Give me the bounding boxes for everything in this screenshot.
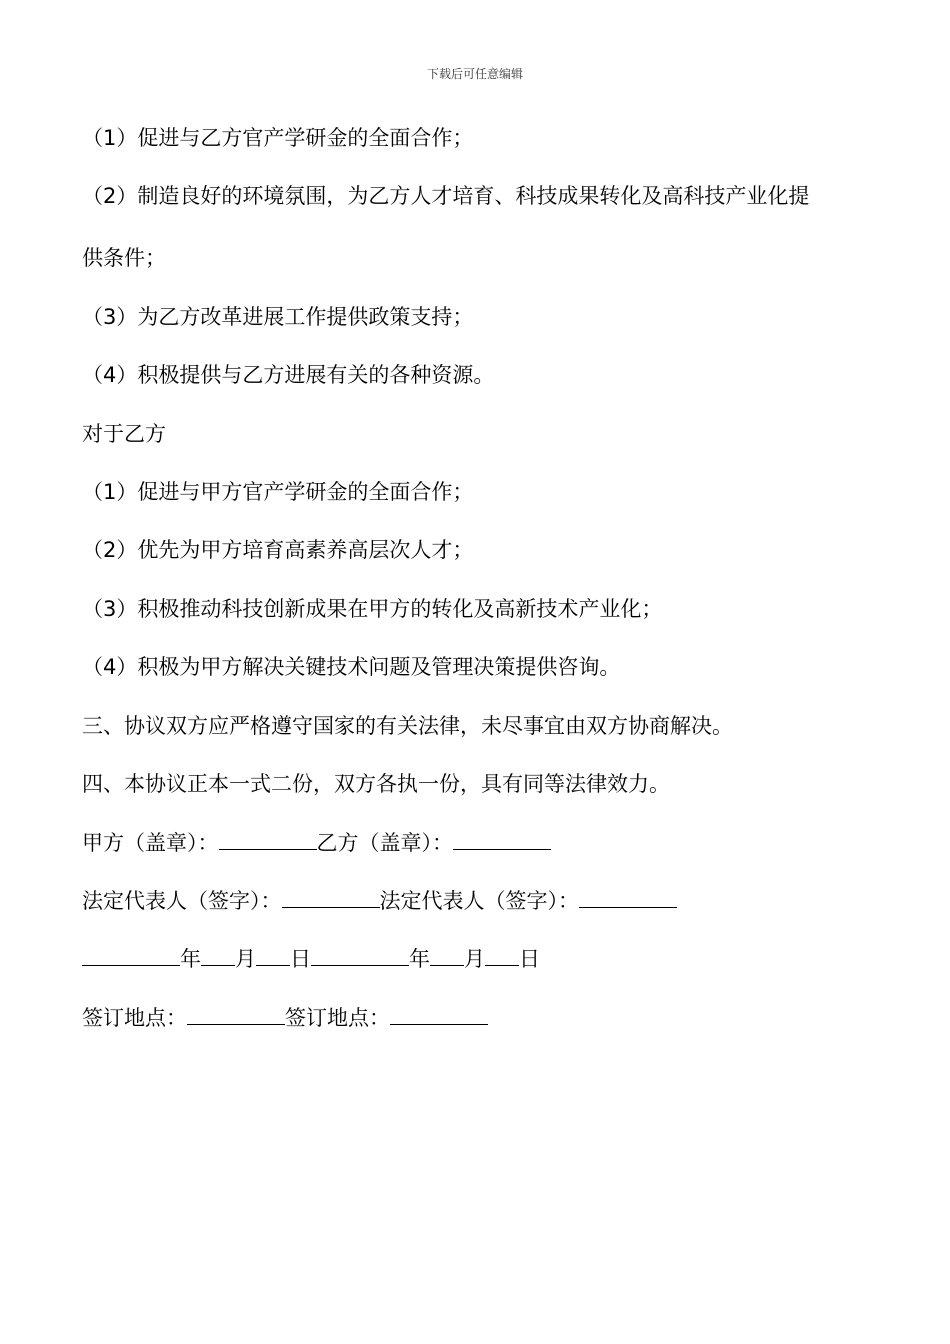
- party-a-item-4: （4）积极提供与乙方进展有关的各种资源。: [82, 363, 495, 387]
- date-b-year-blank[interactable]: [311, 945, 409, 966]
- place-line: [82, 1004, 488, 1032]
- date-b-day-label: 日: [519, 947, 540, 971]
- date-b-month-label: 月: [464, 947, 485, 971]
- party-b-item-2: （2）优先为甲方培育高素养高层次人才；: [82, 538, 474, 562]
- party-a-seal-label: 甲方（盖章）：: [82, 831, 219, 855]
- party-b-item-3: （3）积极推动科技创新成果在甲方的转化及高新技术产业化；: [82, 597, 663, 621]
- party-a-item-2-line-2: 供条件；: [82, 246, 166, 270]
- date-a-year-blank[interactable]: [82, 945, 180, 966]
- date-line: [82, 945, 540, 973]
- party-b-item-1: （1）促进与甲方官产学研金的全面合作；: [82, 480, 474, 504]
- place-a-blank[interactable]: [187, 1004, 285, 1025]
- party-a-item-1: （1）促进与乙方官产学研金的全面合作；: [82, 126, 474, 150]
- clause-three: 三、协议双方应严格遵守国家的有关法律，未尽事宜由双方协商解决。: [82, 714, 733, 738]
- date-a-year-label: 年: [180, 947, 201, 971]
- legal-rep-b-blank[interactable]: [579, 887, 677, 908]
- place-b-blank[interactable]: [390, 1004, 488, 1025]
- party-a-item-3: （3）为乙方改革进展工作提供政策支持；: [82, 305, 474, 329]
- date-b-month-blank[interactable]: [430, 945, 464, 966]
- party-b-seal-blank[interactable]: [453, 829, 551, 850]
- seal-line: [82, 829, 551, 857]
- legal-rep-b-label: 法定代表人（签字）：: [379, 889, 579, 913]
- party-b-item-4: （4）积极为甲方解决关键技术问题及管理决策提供咨询。: [82, 655, 621, 679]
- place-a-label: 签订地点：: [82, 1006, 187, 1030]
- legal-rep-a-blank[interactable]: [282, 887, 380, 908]
- party-b-heading: 对于乙方: [82, 422, 166, 446]
- party-b-seal-label: 乙方（盖章）：: [316, 831, 453, 855]
- clause-four: 四、本协议正本一式二份，双方各执一份，具有同等法律效力。: [82, 772, 670, 796]
- date-a-month-blank[interactable]: [201, 945, 235, 966]
- page-header-note: 下载后可任意编辑: [426, 67, 523, 81]
- date-b-year-label: 年: [409, 947, 430, 971]
- place-b-label: 签订地点：: [285, 1006, 390, 1030]
- party-a-seal-blank[interactable]: [219, 829, 317, 850]
- date-a-month-label: 月: [235, 947, 256, 971]
- legal-rep-a-label: 法定代表人（签字）：: [82, 889, 282, 913]
- date-b-day-blank[interactable]: [485, 945, 519, 966]
- party-a-item-2-line-1: （2）制造良好的环境氛围，为乙方人才培育、科技成果转化及高科技产业化提: [82, 184, 810, 208]
- date-a-day-blank[interactable]: [256, 945, 290, 966]
- date-a-day-label: 日: [290, 947, 311, 971]
- legal-rep-line: [82, 887, 677, 915]
